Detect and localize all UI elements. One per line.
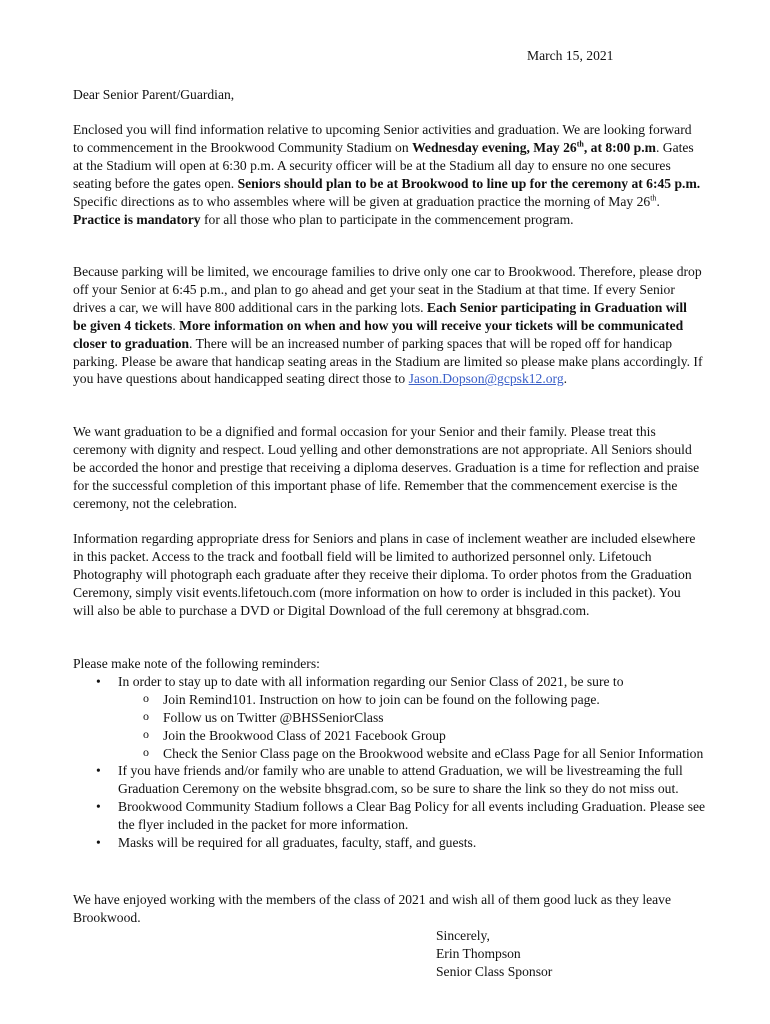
closing-paragraph: We have enjoyed working with the members of the class of 2021 and wish all of them good luck as they leave Brookwood.: [73, 892, 672, 925]
p2-bold-more-info: More information on when and how you will receive your tickets will be communicated closer to graduation: [73, 317, 684, 351]
p1-text-3: Specific directions as to who assembles where will be given at graduation practice the morning of May 26: [73, 193, 651, 209]
email-link[interactable]: Jason.Dopson@gcpsk12.org: [408, 371, 564, 387]
valediction: Sincerely,: [436, 928, 490, 943]
p1-bold-practice: Practice is mandatory: [73, 211, 201, 227]
p1-text-1: Enclosed you will find information relative to upcoming Senior activities and graduation. We are looking forward to commencement in the Brookwood Community Stadium on: [73, 122, 692, 155]
p2-text-2: .: [172, 317, 180, 333]
p2-text-4: .: [563, 371, 568, 387]
letter-date: March 15, 2021: [527, 48, 614, 63]
paragraph-commencement: [73, 121, 703, 228]
list-item: • Masks will be required for all graduates, faculty, staff, and guests.: [73, 834, 713, 852]
sub-list-item: o Join Remind101. Instruction on how to join can be found on the following page.: [118, 691, 713, 709]
p2-text-3: . There will be an increased number of parking spaces that will be roped off for handicap parking. Please be aware that handicap seating areas in the Stadium are limited so please make plans accordingly. If you have questions about handicapped seating direct those to: [73, 335, 703, 387]
reminders-list: [73, 673, 713, 852]
p1-text-5: for all those who plan to participate in the commencement program.: [200, 211, 574, 227]
signer-title: Senior Class Sponsor: [436, 963, 553, 979]
reminders-intro: Please make note of the following reminders:: [73, 656, 320, 671]
list-item: [73, 673, 713, 763]
paragraph-dignity: We want graduation to be a dignified and formal occasion for your Senior and their family. Please treat this ceremony with dignity and respect. Loud yelling and other demonstrations are not appropriate. All Seniors should be accorded the honor and prestige that receiving a diploma deserves. Graduation is a time for reflection and praise for the successful completion of this important phase of life. Remember that the commencement exercise is the ceremony, not the celebration.: [73, 424, 700, 511]
p1-bold-date: Wednesday evening, May 26: [412, 139, 577, 155]
paragraph-parking: [73, 263, 703, 388]
bullet-text: In order to stay up to date with all information regarding our Senior Class of 2021, be sure to: [118, 673, 624, 689]
p1-bold-time: , at 8:00 p.m: [583, 139, 656, 155]
list-item: • Brookwood Community Stadium follows a Clear Bag Policy for all events including Graduation. Please see the flyer included in the packet for more information.: [73, 798, 713, 834]
sub-list-item: o Check the Senior Class page on the Brookwood website and eClass Page for all Senior Information: [118, 745, 713, 763]
p1-bold-lineup: Seniors should plan to be at Brookwood to line up for the ceremony at 6:45 p.m.: [237, 175, 701, 191]
p2-text-1: Because parking will be limited, we encourage families to drive only one car to Brookwood. Therefore, please drop off your Senior at 6:45 p.m., and plan to go ahead and get your seat in the Stadium at that time. If every Senior drives a car, we will have 800 additional cars in the parking lots.: [73, 264, 702, 315]
p1-date-suffix: th: [650, 193, 657, 203]
reminders-section: [73, 655, 713, 852]
p1-text-4: .: [656, 193, 660, 209]
sub-list: [118, 691, 713, 763]
p2-bold-tickets: Each Senior participating in Graduation will be given 4 tickets: [73, 299, 687, 333]
salutation: Dear Senior Parent/Guardian,: [73, 87, 235, 102]
p1-text-2: . Gates at the Stadium will open at 6:30 p.m. A security officer will be at the Stadium all day to ensure no one secures seating before the gates open.: [73, 139, 694, 191]
sub-list-item: o Join the Brookwood Class of 2021 Facebook Group: [118, 727, 713, 745]
signature-block: [436, 927, 552, 981]
paragraph-dress-photos: Information regarding appropriate dress for Seniors and plans in case of inclement weather are included elsewhere in this packet. Access to the track and football field will be limited to authorized personnel only. Lifetouch Photography will photograph each graduate after they receive their diploma. To order photos from the Graduation Ceremony, simply visit events.lifetouch.com (more information on how to order is included in this packet). You will also be able to purchase a DVD or Digital Download of the full ceremony at bhsgrad.com.: [73, 531, 696, 618]
p1-bold-date-suffix: th: [576, 139, 584, 149]
list-item: • If you have friends and/or family who are unable to attend Graduation, we will be livestreaming the full Graduation Ceremony on the website bhsgrad.com, so be sure to share the link so they do not miss out.: [73, 762, 713, 798]
signer-name: Erin Thompson: [436, 945, 521, 961]
sub-list-item: o Follow us on Twitter @BHSSeniorClass: [118, 709, 713, 727]
